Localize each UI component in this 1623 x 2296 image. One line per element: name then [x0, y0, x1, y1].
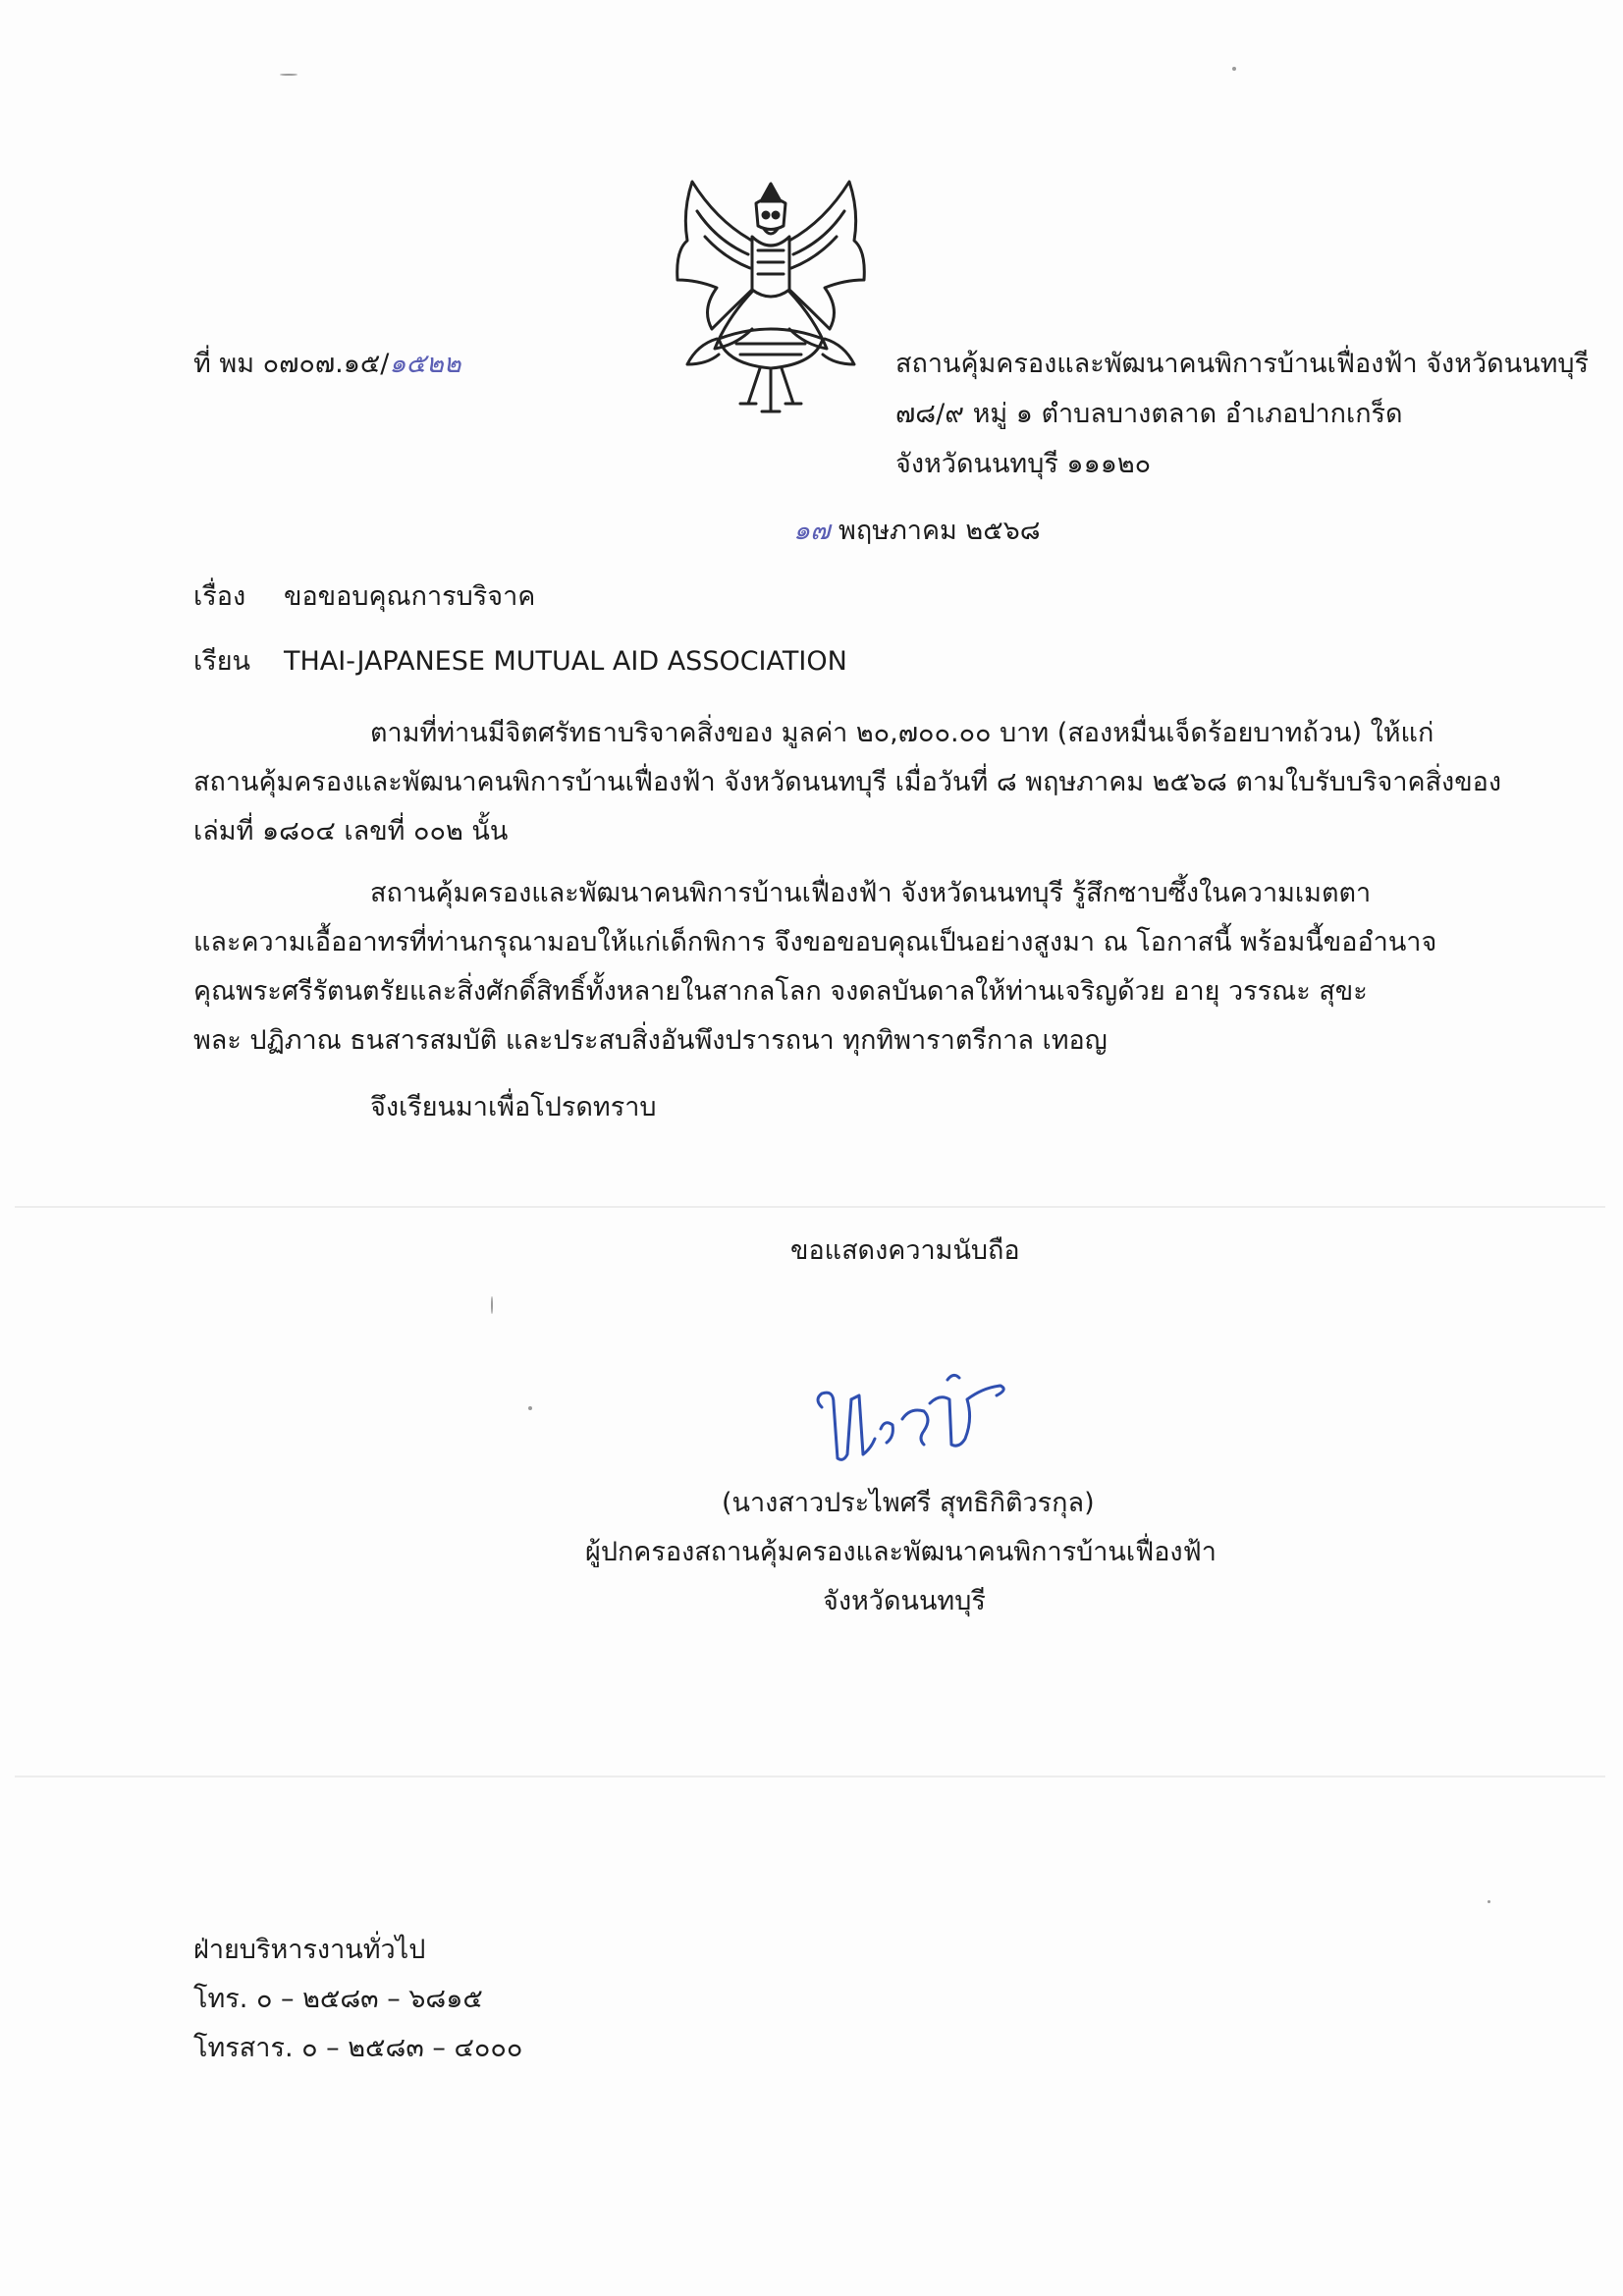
scan-speck: [528, 1406, 532, 1410]
sender-address-line-1: สถานคุ้มครองและพัฒนาคนพิการบ้านเฟื่องฟ้า จังหวัดนนทบุรี: [895, 349, 1590, 379]
subject-row: [193, 581, 535, 613]
sender-address-line-2: ๗๘/๙ หมู่ ๑ ตำบลบางตลาด อำเภอปากเกร็ด: [895, 399, 1403, 429]
scan-speck: [491, 1296, 493, 1314]
garuda-emblem-icon: [658, 172, 884, 427]
paragraph-line: สถานคุ้มครองและพัฒนาคนพิการบ้านเฟื่องฟ้า จังหวัดนนทบุรี รู้สึกซาบซึ้งในความเมตตา: [370, 878, 1372, 908]
sender-address-line-3: จังหวัดนนทบุรี ๑๑๑๒๐: [895, 449, 1152, 479]
paragraph-line: คุณพระศรีรัตนตรัยและสิ่งศักดิ์สิทธิ์ทั้งหลายในสากลโลก จงดลบันดาลให้ท่านเจริญด้วย อายุ วรรณะ สุขะ: [193, 976, 1368, 1007]
date-day-handwritten: ๑๗: [793, 516, 831, 546]
subject-text: ขอขอบคุณการบริจาค: [284, 581, 536, 612]
recipient-row: [193, 646, 847, 678]
body-paragraph-1: [193, 709, 1524, 856]
recipient-text: THAI-JAPANESE MUTUAL AID ASSOCIATION: [284, 646, 847, 677]
recipient-label: เรียน: [193, 646, 251, 677]
body-paragraph-2: [193, 869, 1524, 1066]
reference-label: ที่: [193, 349, 211, 379]
subject-label: เรื่อง: [193, 581, 246, 612]
footer-phone: โทร. ๐ – ๒๕๘๓ – ๖๘๑๕: [193, 1984, 483, 2014]
scan-speck: [1488, 1900, 1490, 1903]
reference-number-line: [193, 349, 461, 380]
footer-fax: โทรสาร. ๐ – ๒๕๘๓ – ๔๐๐๐: [193, 2033, 523, 2063]
scan-speck: [280, 74, 298, 76]
signer-position-line-2: จังหวัดนนทบุรี: [823, 1586, 986, 1616]
reference-number: พม ๐๗๐๗.๑๕/: [219, 349, 390, 379]
date-month-year: พฤษภาคม ๒๕๖๘: [839, 516, 1041, 546]
footer-department: ฝ่ายบริหารงานทั่วไป: [193, 1935, 426, 1965]
signer-name: (นางสาวประไพศรี สุทธิกิติวรกุล): [722, 1488, 1095, 1518]
letter-date: [793, 516, 1041, 547]
scan-artifact-line: [15, 1776, 1605, 1777]
regards-text: ขอแสดงความนับถือ: [790, 1235, 1020, 1266]
scan-speck: [1232, 67, 1236, 71]
paragraph-line: สถานคุ้มครองและพัฒนาคนพิการบ้านเฟื่องฟ้า จังหวัดนนทบุรี เมื่อวันที่ ๘ พฤษภาคม ๒๕๖๘ ตามใบรับบริจาคสิ่งของ: [193, 767, 1502, 797]
handwritten-signature: [800, 1360, 1026, 1468]
paragraph-line: พละ ปฏิภาณ ธนสารสมบัติ และประสบสิ่งอันพึงปรารถนา ทุกทิพาราตรีกาล เทอญ: [193, 1025, 1108, 1056]
paragraph-line: และความเอื้ออาทรที่ท่านกรุณามอบให้แก่เด็กพิการ จึงขอขอบคุณเป็นอย่างสูงมา ณ โอกาสนี้ พร้อมนี้ขออำนาจ: [193, 927, 1437, 957]
signer-position-line-1: ผู้ปกครองสถานคุ้มครองและพัฒนาคนพิการบ้านเฟื่องฟ้า: [585, 1537, 1217, 1567]
reference-number-handwritten: ๑๕๒๒: [389, 349, 461, 379]
paragraph-line: ตามที่ท่านมีจิตศรัทธาบริจาคสิ่งของ มูลค่า ๒๐,๗๐๐.๐๐ บาท (สองหมื่นเจ็ดร้อยบาทถ้วน) ให้แก่: [370, 718, 1434, 748]
paragraph-line: เล่มที่ ๑๘๐๔ เลขที่ ๐๐๒ นั้น: [193, 816, 509, 847]
closing-sentence: จึงเรียนมาเพื่อโปรดทราบ: [370, 1092, 657, 1122]
scan-artifact-line: [15, 1206, 1605, 1208]
